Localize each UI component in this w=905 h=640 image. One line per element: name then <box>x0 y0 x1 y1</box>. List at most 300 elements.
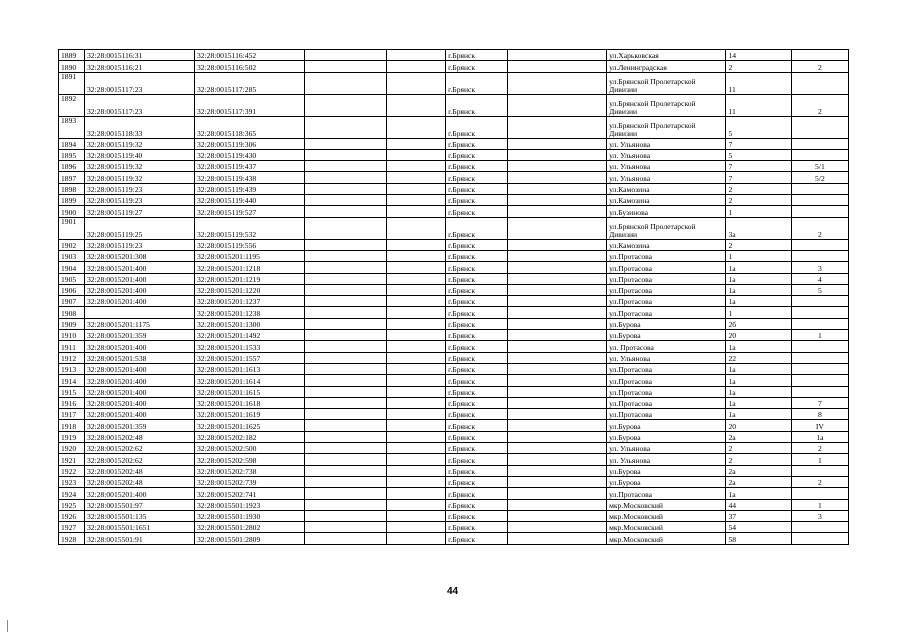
cell-empty-col7 <box>508 149 607 160</box>
cell-apartment <box>791 72 848 94</box>
cell-empty-col7 <box>508 386 607 397</box>
cell-apartment <box>791 183 848 194</box>
table-row <box>59 386 849 397</box>
registry-table-body <box>59 50 849 545</box>
table-row <box>59 318 849 329</box>
cell-street <box>607 443 726 454</box>
cell-empty-col4 <box>305 172 387 183</box>
cell-empty-col4 <box>305 397 387 408</box>
cell-row-number: 1909 <box>59 318 85 329</box>
table-row <box>59 206 849 217</box>
cell-apartment <box>791 533 848 544</box>
cell-row-number: 1926 <box>59 510 85 521</box>
cell-city: г.Брянск <box>446 363 508 374</box>
cell-empty-col5 <box>387 50 446 61</box>
cell-city: г.Брянск <box>446 533 508 544</box>
street-line-1: ул.Харьковская <box>609 51 659 61</box>
street-line-1: ул.Протасова <box>609 399 652 409</box>
cell-empty-col4 <box>305 454 387 465</box>
cell-street <box>607 533 726 544</box>
cell-parcel-cadastral-number <box>84 307 194 318</box>
cell-city: г.Брянск <box>446 409 508 420</box>
cell-empty-col5 <box>387 138 446 149</box>
cell-empty-col4 <box>305 522 387 533</box>
cell-city: г.Брянск <box>446 94 508 116</box>
cell-street <box>607 72 726 94</box>
cell-street <box>607 250 726 261</box>
cell-apartment <box>791 522 848 533</box>
table-row <box>59 341 849 352</box>
cell-object-cadastral-number: 32:28:0015117:391 <box>194 94 304 116</box>
cell-row-number: 1923 <box>59 476 85 487</box>
cell-apartment <box>791 363 848 374</box>
street-line-2: Дивизии <box>609 229 638 239</box>
cell-empty-col5 <box>387 443 446 454</box>
cell-empty-col4 <box>305 409 387 420</box>
table-row <box>59 61 849 72</box>
cell-apartment <box>791 318 848 329</box>
cell-row-number: 1913 <box>59 363 85 374</box>
cell-empty-col4 <box>305 307 387 318</box>
cell-empty-col4 <box>305 465 387 476</box>
cell-city: г.Брянск <box>446 149 508 160</box>
cell-apartment <box>791 465 848 476</box>
cell-parcel-cadastral-number: 32:28:0015201:400 <box>84 284 194 295</box>
cell-street <box>607 476 726 487</box>
cell-city: г.Брянск <box>446 262 508 273</box>
street-line-1: ул.Протасова <box>609 410 652 420</box>
cell-parcel-cadastral-number: 32:28:0015201:1175 <box>84 318 194 329</box>
cell-city: г.Брянск <box>446 250 508 261</box>
cell-row-number: 1905 <box>59 273 85 284</box>
cell-row-number: 1903 <box>59 250 85 261</box>
cell-apartment: 8 <box>791 409 848 420</box>
table-row <box>59 454 849 465</box>
cell-row-number: 1907 <box>59 296 85 307</box>
cell-city: г.Брянск <box>446 499 508 510</box>
cell-apartment: 4 <box>791 273 848 284</box>
cell-house: 1а <box>726 341 791 352</box>
table-row <box>59 488 849 499</box>
cell-object-cadastral-number: 32:28:0015116:452 <box>194 50 304 61</box>
cell-house: 5 <box>726 116 791 138</box>
cell-street <box>607 149 726 160</box>
cell-empty-col4 <box>305 116 387 138</box>
cell-street <box>607 195 726 206</box>
cell-city: г.Брянск <box>446 386 508 397</box>
cell-row-number: 1910 <box>59 330 85 341</box>
cell-apartment: 5 <box>791 284 848 295</box>
cell-street <box>607 341 726 352</box>
cell-empty-col7 <box>508 510 607 521</box>
cell-empty-col5 <box>387 116 446 138</box>
street-line-1: ул.Протасова <box>609 387 652 397</box>
cell-street <box>607 206 726 217</box>
cell-empty-col5 <box>387 510 446 521</box>
cell-apartment: 1 <box>791 499 848 510</box>
cell-parcel-cadastral-number: 32:28:0015119:32 <box>84 172 194 183</box>
cell-empty-col4 <box>305 262 387 273</box>
cell-city: г.Брянск <box>446 522 508 533</box>
cell-parcel-cadastral-number: 32:28:0015119:23 <box>84 239 194 250</box>
page-number: 44 <box>446 586 459 597</box>
cell-empty-col4 <box>305 341 387 352</box>
cell-parcel-cadastral-number: 32:28:0015201:359 <box>84 330 194 341</box>
cell-apartment <box>791 488 848 499</box>
cell-city: г.Брянск <box>446 443 508 454</box>
cell-empty-col5 <box>387 72 446 94</box>
table-row <box>59 363 849 374</box>
cell-parcel-cadastral-number: 32:28:0015119:23 <box>84 195 194 206</box>
cell-house: 7 <box>726 172 791 183</box>
cell-object-cadastral-number: 32:28:0015119:430 <box>194 149 304 160</box>
cell-empty-col4 <box>305 510 387 521</box>
cell-apartment: 7 <box>791 397 848 408</box>
street-line-2: Дивизии <box>609 128 638 138</box>
table-row <box>59 476 849 487</box>
cell-empty-col5 <box>387 195 446 206</box>
cell-house: 2б <box>726 318 791 329</box>
cell-street <box>607 116 726 138</box>
table-row <box>59 172 849 183</box>
cell-empty-col4 <box>305 386 387 397</box>
cell-empty-col7 <box>508 499 607 510</box>
cell-city: г.Брянск <box>446 284 508 295</box>
cell-empty-col5 <box>387 239 446 250</box>
cell-row-number: 1893 <box>59 116 85 138</box>
cell-empty-col5 <box>387 330 446 341</box>
cell-object-cadastral-number: 32:28:0015501:1930 <box>194 510 304 521</box>
street-line-1: ул. Ульянова <box>609 455 651 465</box>
cell-empty-col5 <box>387 397 446 408</box>
cell-empty-col7 <box>508 296 607 307</box>
cell-object-cadastral-number: 32:28:0015501:2809 <box>194 533 304 544</box>
cell-empty-col7 <box>508 465 607 476</box>
cell-empty-col5 <box>387 296 446 307</box>
cell-street <box>607 375 726 386</box>
cell-object-cadastral-number: 32:28:0015201:1237 <box>194 296 304 307</box>
cell-city: г.Брянск <box>446 341 508 352</box>
cell-empty-col7 <box>508 217 607 239</box>
cell-empty-col7 <box>508 488 607 499</box>
table-row <box>59 149 849 160</box>
cell-row-number: 1928 <box>59 533 85 544</box>
cell-street <box>607 352 726 363</box>
cell-apartment: 2 <box>791 217 848 239</box>
street-line-1: мкр.Московский <box>609 534 664 544</box>
cell-house: 1а <box>726 262 791 273</box>
table-row <box>59 50 849 61</box>
cell-row-number: 1912 <box>59 352 85 363</box>
cell-object-cadastral-number: 32:28:0015202:739 <box>194 476 304 487</box>
cell-empty-col5 <box>387 307 446 318</box>
street-line-1: ул.Протасова <box>609 489 652 499</box>
cell-object-cadastral-number: 32:28:0015118:365 <box>194 116 304 138</box>
cell-city: г.Брянск <box>446 206 508 217</box>
street-line-1: ул.Бурова <box>609 320 641 330</box>
cell-empty-col7 <box>508 273 607 284</box>
cell-house: 3а <box>726 217 791 239</box>
cell-apartment: 3 <box>791 262 848 273</box>
street-line-1: ул. Протасова <box>609 342 654 352</box>
street-line-1: ул.Бузинова <box>609 207 648 217</box>
cell-empty-col7 <box>508 172 607 183</box>
cell-row-number: 1919 <box>59 431 85 442</box>
cell-empty-col5 <box>387 273 446 284</box>
cell-house: 11 <box>726 72 791 94</box>
table-row <box>59 330 849 341</box>
cell-empty-col5 <box>387 375 446 386</box>
table-row <box>59 94 849 116</box>
cell-empty-col5 <box>387 363 446 374</box>
cell-empty-col4 <box>305 161 387 172</box>
cell-house: 5 <box>726 149 791 160</box>
cell-empty-col4 <box>305 273 387 284</box>
table-row <box>59 72 849 94</box>
cell-city: г.Брянск <box>446 273 508 284</box>
cell-house: 1 <box>726 307 791 318</box>
scan-edge-mark <box>7 620 8 632</box>
cell-empty-col5 <box>387 172 446 183</box>
cell-apartment <box>791 206 848 217</box>
cell-house: 1а <box>726 397 791 408</box>
table-row <box>59 250 849 261</box>
cell-empty-col4 <box>305 250 387 261</box>
cell-row-number: 1925 <box>59 499 85 510</box>
cell-empty-col5 <box>387 352 446 363</box>
cell-parcel-cadastral-number: 32:28:0015201:308 <box>84 250 194 261</box>
cell-empty-col7 <box>508 420 607 431</box>
cell-object-cadastral-number: 32:28:0015201:1492 <box>194 330 304 341</box>
cell-empty-col4 <box>305 488 387 499</box>
cell-house: 1а <box>726 284 791 295</box>
cell-row-number: 1898 <box>59 183 85 194</box>
cell-city: г.Брянск <box>446 61 508 72</box>
cell-parcel-cadastral-number: 32:28:0015119:25 <box>84 217 194 239</box>
cell-object-cadastral-number: 32:28:0015501:2802 <box>194 522 304 533</box>
cell-row-number: 1896 <box>59 161 85 172</box>
cell-house: 1 <box>726 250 791 261</box>
cell-apartment <box>791 116 848 138</box>
cell-empty-col4 <box>305 183 387 194</box>
cell-object-cadastral-number: 32:28:0015201:1300 <box>194 318 304 329</box>
cell-apartment: 5/1 <box>791 161 848 172</box>
cell-empty-col5 <box>387 183 446 194</box>
table-row <box>59 296 849 307</box>
cell-empty-col4 <box>305 533 387 544</box>
cell-parcel-cadastral-number: 32:28:0015119:32 <box>84 138 194 149</box>
cell-street <box>607 61 726 72</box>
cell-row-number: 1902 <box>59 239 85 250</box>
cell-street <box>607 183 726 194</box>
street-line-1: мкр.Московский <box>609 523 664 533</box>
cell-empty-col7 <box>508 206 607 217</box>
cell-parcel-cadastral-number: 32:28:0015201:400 <box>84 409 194 420</box>
cell-object-cadastral-number: 32:28:0015201:1195 <box>194 250 304 261</box>
street-line-2: Дивизии <box>609 84 638 94</box>
cell-empty-col7 <box>508 476 607 487</box>
cell-empty-col4 <box>305 443 387 454</box>
cell-city: г.Брянск <box>446 454 508 465</box>
cell-empty-col4 <box>305 206 387 217</box>
cell-parcel-cadastral-number: 32:28:0015201:359 <box>84 420 194 431</box>
cell-object-cadastral-number: 32:28:0015201:1219 <box>194 273 304 284</box>
cell-apartment <box>791 138 848 149</box>
cell-parcel-cadastral-number: 32:28:0015202:62 <box>84 454 194 465</box>
table-row <box>59 116 849 138</box>
cell-city: г.Брянск <box>446 352 508 363</box>
cell-row-number: 1918 <box>59 420 85 431</box>
cell-city: г.Брянск <box>446 195 508 206</box>
cell-apartment <box>791 195 848 206</box>
cell-empty-col7 <box>508 138 607 149</box>
street-line-1: ул.Камозина <box>609 240 650 250</box>
cell-house: 37 <box>726 510 791 521</box>
cell-empty-col7 <box>508 363 607 374</box>
cell-empty-col4 <box>305 239 387 250</box>
street-line-1: ул.Брянской Пролетарской <box>609 76 696 86</box>
cell-empty-col7 <box>508 307 607 318</box>
cell-empty-col7 <box>508 195 607 206</box>
cell-street <box>607 409 726 420</box>
cell-parcel-cadastral-number: 32:28:0015201:400 <box>84 488 194 499</box>
cell-empty-col5 <box>387 284 446 295</box>
cell-empty-col7 <box>508 239 607 250</box>
cell-house: 14 <box>726 50 791 61</box>
cell-object-cadastral-number: 32:28:0015119:306 <box>194 138 304 149</box>
cell-empty-col4 <box>305 94 387 116</box>
cell-parcel-cadastral-number: 32:28:0015117:23 <box>84 72 194 94</box>
cell-street <box>607 510 726 521</box>
street-line-1: ул.Протасова <box>609 297 652 307</box>
cell-street <box>607 284 726 295</box>
cell-city: г.Брянск <box>446 217 508 239</box>
cell-object-cadastral-number: 32:28:0015201:1533 <box>194 341 304 352</box>
cell-house: 1а <box>726 273 791 284</box>
cell-parcel-cadastral-number: 32:28:0015201:400 <box>84 363 194 374</box>
cell-object-cadastral-number: 32:28:0015201:1220 <box>194 284 304 295</box>
cell-empty-col7 <box>508 341 607 352</box>
cell-row-number: 1917 <box>59 409 85 420</box>
cell-empty-col4 <box>305 284 387 295</box>
street-line-1: ул. Ульянова <box>609 162 651 172</box>
cell-row-number: 1891 <box>59 72 85 94</box>
street-line-1: ул.Ленинградская <box>609 62 667 72</box>
cell-empty-col7 <box>508 431 607 442</box>
cell-house: 2 <box>726 195 791 206</box>
cell-house: 44 <box>726 499 791 510</box>
table-row <box>59 533 849 544</box>
street-line-1: ул.Брянской Пролетарской <box>609 221 696 231</box>
table-row <box>59 443 849 454</box>
cell-parcel-cadastral-number: 32:28:0015501:97 <box>84 499 194 510</box>
cell-parcel-cadastral-number: 32:28:0015201:400 <box>84 397 194 408</box>
cell-row-number: 1920 <box>59 443 85 454</box>
cell-empty-col5 <box>387 488 446 499</box>
street-line-1: мкр.Московский <box>609 500 664 510</box>
cell-city: г.Брянск <box>446 465 508 476</box>
cell-street <box>607 420 726 431</box>
cell-empty-col5 <box>387 465 446 476</box>
table-row <box>59 522 849 533</box>
cell-row-number: 1924 <box>59 488 85 499</box>
cell-empty-col7 <box>508 318 607 329</box>
cell-parcel-cadastral-number: 32:28:0015501:91 <box>84 533 194 544</box>
cell-row-number: 1897 <box>59 172 85 183</box>
cell-row-number: 1915 <box>59 386 85 397</box>
cell-object-cadastral-number: 32:28:0015201:1613 <box>194 363 304 374</box>
cell-house: 1а <box>726 488 791 499</box>
table-row <box>59 273 849 284</box>
cell-row-number: 1914 <box>59 375 85 386</box>
cell-empty-col4 <box>305 72 387 94</box>
cell-city: г.Брянск <box>446 72 508 94</box>
cell-empty-col7 <box>508 116 607 138</box>
cell-object-cadastral-number: 32:28:0015201:1619 <box>194 409 304 420</box>
cell-empty-col7 <box>508 250 607 261</box>
cell-empty-col4 <box>305 50 387 61</box>
cell-row-number: 1889 <box>59 50 85 61</box>
cell-empty-col4 <box>305 195 387 206</box>
street-line-1: ул.Протасова <box>609 274 652 284</box>
cell-city: г.Брянск <box>446 397 508 408</box>
table-row <box>59 409 849 420</box>
cell-empty-col5 <box>387 420 446 431</box>
cell-city: г.Брянск <box>446 431 508 442</box>
street-line-2: Дивизии <box>609 106 638 116</box>
cell-apartment <box>791 239 848 250</box>
cell-row-number: 1927 <box>59 522 85 533</box>
cell-street <box>607 330 726 341</box>
cell-city: г.Брянск <box>446 50 508 61</box>
cell-parcel-cadastral-number: 32:28:0015119:23 <box>84 183 194 194</box>
cell-empty-col5 <box>387 206 446 217</box>
cell-apartment: 2 <box>791 443 848 454</box>
cell-house: 2а <box>726 431 791 442</box>
cell-empty-col7 <box>508 72 607 94</box>
cell-street <box>607 386 726 397</box>
cell-empty-col4 <box>305 330 387 341</box>
cell-parcel-cadastral-number: 32:28:0015202:62 <box>84 443 194 454</box>
cell-parcel-cadastral-number: 32:28:0015116:31 <box>84 50 194 61</box>
cell-city: г.Брянск <box>446 183 508 194</box>
cell-empty-col5 <box>387 386 446 397</box>
street-line-1: ул.Протасова <box>609 286 652 296</box>
cell-empty-col5 <box>387 217 446 239</box>
cell-city: г.Брянск <box>446 161 508 172</box>
cell-apartment: 1 <box>791 330 848 341</box>
cell-apartment <box>791 296 848 307</box>
cell-parcel-cadastral-number: 32:28:0015119:40 <box>84 149 194 160</box>
street-line-1: ул. Ульянова <box>609 353 651 363</box>
street-line-1: ул.Бурова <box>609 466 641 476</box>
cell-apartment <box>791 386 848 397</box>
street-line-1: ул.Протасова <box>609 308 652 318</box>
cell-house: 7 <box>726 161 791 172</box>
table-row <box>59 510 849 521</box>
cell-empty-col5 <box>387 318 446 329</box>
cell-empty-col7 <box>508 454 607 465</box>
cell-apartment: 3 <box>791 510 848 521</box>
table-row <box>59 307 849 318</box>
cell-empty-col7 <box>508 397 607 408</box>
cell-empty-col7 <box>508 375 607 386</box>
cell-row-number: 1922 <box>59 465 85 476</box>
cell-object-cadastral-number: 32:28:0015119:438 <box>194 172 304 183</box>
cell-empty-col7 <box>508 61 607 72</box>
cell-empty-col5 <box>387 149 446 160</box>
cell-empty-col4 <box>305 138 387 149</box>
